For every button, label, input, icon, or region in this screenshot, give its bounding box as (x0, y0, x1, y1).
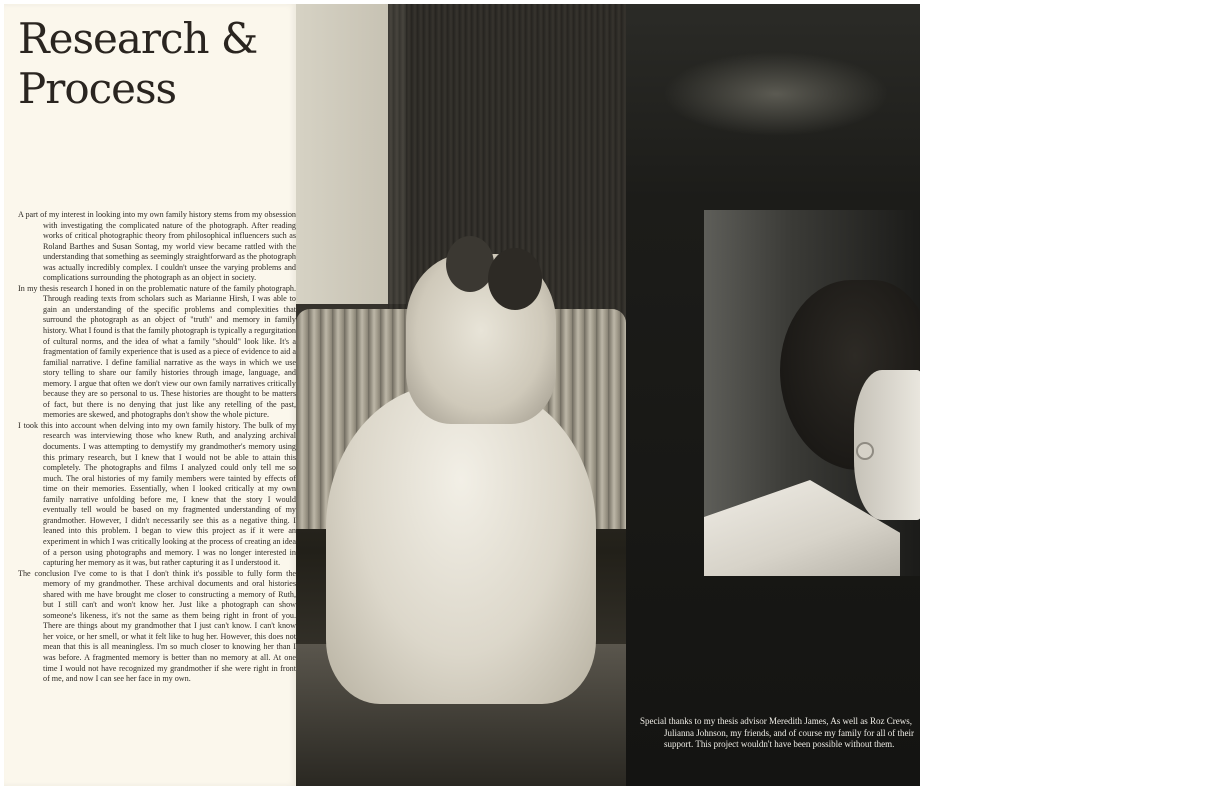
inset-photo-earring (856, 442, 874, 460)
photo-head-woman (488, 248, 542, 310)
body-paragraph: I took this into account when delving into my own family history. The bulk of my research was interviewing those who knew Ruth, and analyzing archival documents. I was attempting to demystify my grandmother's memory using this primary research, but I knew that I would not be able to attain this completely. The photographs and films I analyzed could only tell me so much. The oral histories of my family members were tainted by effects of time on their memories. Essentially, when I looked critically at my own family narrative unfolding before me, I knew that the story I would eventually tell would be based on my fragmented understanding of my grandmother. However, I didn't necessarily see this as a negative thing. I leaned into this problem. I began to view this project as if it were an experiment in which I was critically looking at the process of creating an idea of a person using photographs and memory. I was no longer interested in capturing her memory as it was, but rather capturing it as I understood it. (18, 420, 296, 568)
text-page (4, 4, 296, 786)
title-line-1: Research & (18, 14, 258, 63)
body-paragraph: A part of my interest in looking into my own family history stems from my obsession with investigating the complicated nature of the photograph. After reading works of critical photographic theory from philosophical influencers such as Roland Barthes and Susan Sontag, my world view became rattled with the understanding that something as seemingly straightforward as the photograph was actually incredibly complex. I couldn't unsee the varying problems and complications surrounding the photograph as an object in society. (18, 210, 296, 283)
inset-photo-woman-profile (704, 210, 920, 576)
acknowledgement-text (640, 716, 916, 751)
body-paragraph: In my thesis research I honed in on the problematic nature of the family photograph. Through reading texts from scholars such as Marianne Hirsh, I was able to gain an understanding of the specific problems and complexities that surround the photograph as an object of "truth" and memory in family history. What I found is that the family photograph is typically a regurgitation of cultural norms, and the idea of what a family "should" look like. It's a fragmentation of family experience that is used as a piece of evidence to aid a familial narrative. I define familial narrative as the ways in which we use story telling to share our family histories through image, language, and memory. I argue that often we don't view our own family narratives critically because they are so personal to us. These histories are thought to be matters of fact, but there is no denying that just like any retelling of the past, memories are skewed, and photographs don't show the whole picture. (18, 283, 296, 420)
body-paragraph: The conclusion I've come to is that I don't think it's possible to fully form the memory of my grandmother. These archival documents and oral histories shared with me have brought me closer to constructing a memory of Ruth, but I still can't and won't know her. Just like a photograph can show someone's likeness, it's not the same as them being right in front of you. There are things about my grandmother that I just can't know. I can't know her voice, or her smell, or what it felt like to hug her. However, this does not mean that this is all meaningless. I'm so much closer to knowing her than I was before. A fragmented memory is better than no memory at all. At one time I would not have recognized my grandmother if she were right in front of me, and now I can see her face in my own. (18, 568, 296, 684)
page-title (18, 14, 257, 114)
photo-head-man (446, 236, 494, 292)
acknowledgement-paragraph: Special thanks to my thesis advisor Meredith James, As well as Roz Crews, Julianna Johnson, my friends, and of course my family for all of their support. This project wouldn't have been possible without them. (640, 716, 914, 750)
archival-photo-couple-embracing (296, 4, 626, 786)
dark-photo-page (626, 4, 920, 786)
body-text (18, 210, 296, 685)
photo-gown (326, 384, 596, 704)
title-line-2: Process (18, 64, 177, 113)
